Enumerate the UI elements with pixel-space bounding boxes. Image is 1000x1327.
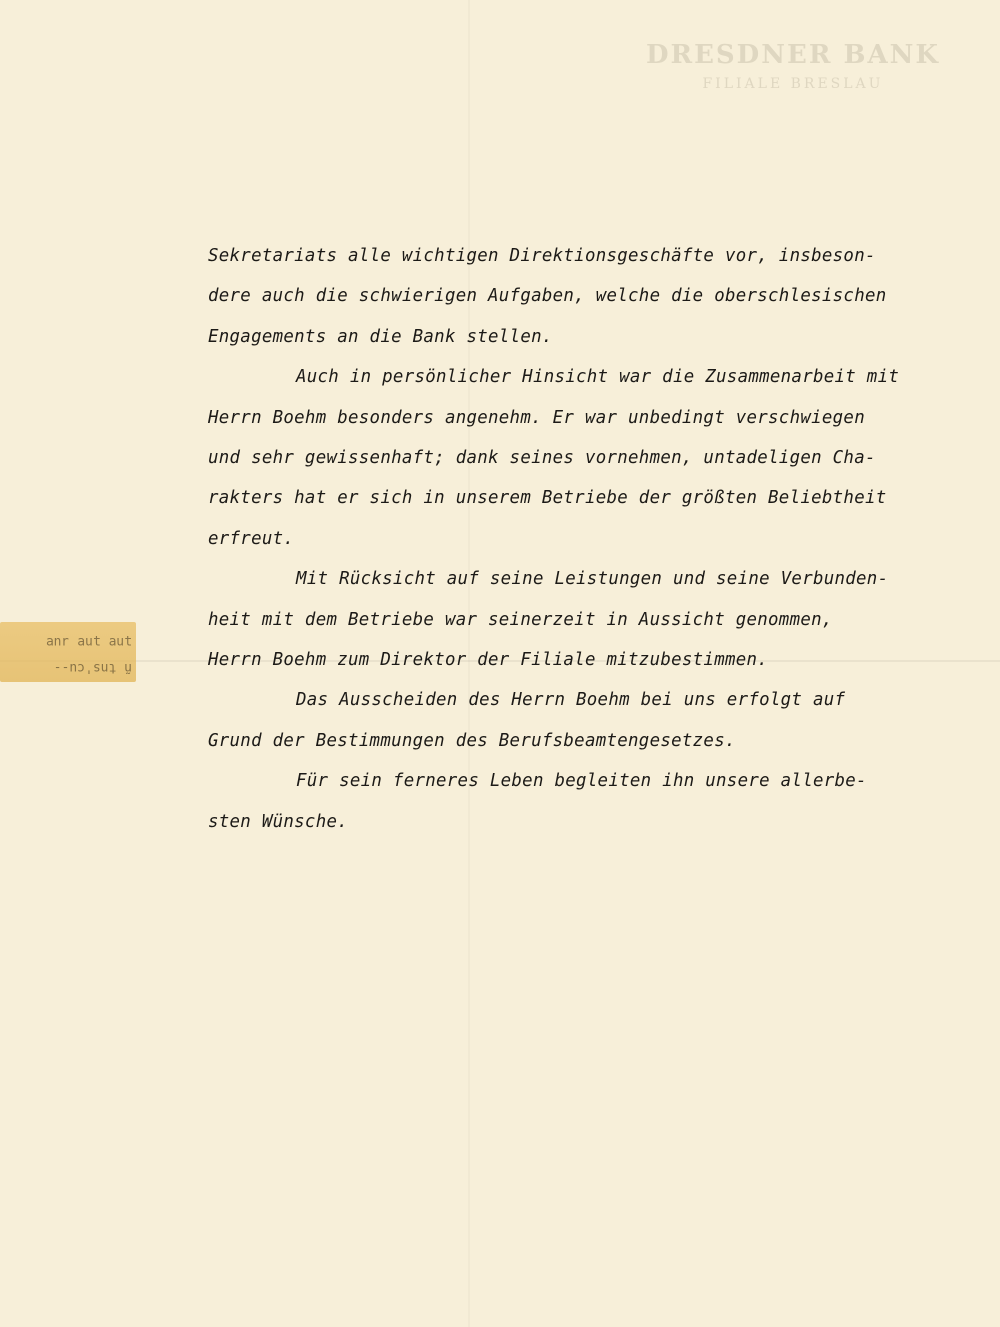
letterhead [646,40,940,92]
letterhead-branch: FILIALE BRESLAU [702,76,884,92]
letter-body [208,236,978,842]
tape-fragment-text: ñ tns'cu-- ʇnɐ ʇnɐ ɹuɐ [45,634,132,675]
letterhead-bank-name: DRESDNER BANK [645,40,940,70]
paragraph [208,559,978,680]
text-line: Herrn Boehm zum Direktor der Filiale mitzubestimmen. [208,650,769,671]
text-line: Herrn Boehm besonders angenehm. Er war unbedingt verschwiegen [208,407,865,428]
text-line: Für sein ferneres Leben begleiten ihn unsere allerbe- [296,771,867,792]
text-line: heit mit dem Betriebe war seinerzeit in Aussicht genommen, [208,609,833,630]
text-line: Engagements an die Bank stellen. [208,326,553,347]
text-line: Das Ausscheiden des Herrn Boehm bei uns erfolgt auf [296,690,846,711]
text-line: sten Wünsche. [208,811,349,832]
text-line: rakters hat er sich in unserem Betriebe der größten Beliebtheit [208,488,887,509]
text-line: Grund der Bestimmungen des Berufsbeamtengesetzes. [208,730,736,751]
text-line: und sehr gewissenhaft; dank seines vornehmen, untadeligen Cha- [208,448,876,469]
paragraph [208,761,978,842]
paragraph [208,357,978,559]
paragraph [208,680,978,761]
text-line: dere auch die schwierigen Aufgaben, welche die oberschlesischen [208,286,887,307]
text-line: erfreut. [208,528,295,549]
paragraph [208,236,978,357]
text-line: Mit Rücksicht auf seine Leistungen und seine Verbunden- [296,569,889,590]
text-line: Sekretariats alle wichtigen Direktionsgeschäfte vor, insbeson- [208,246,876,266]
text-line: Auch in persönlicher Hinsicht war die Zusammenarbeit mit [296,367,900,388]
